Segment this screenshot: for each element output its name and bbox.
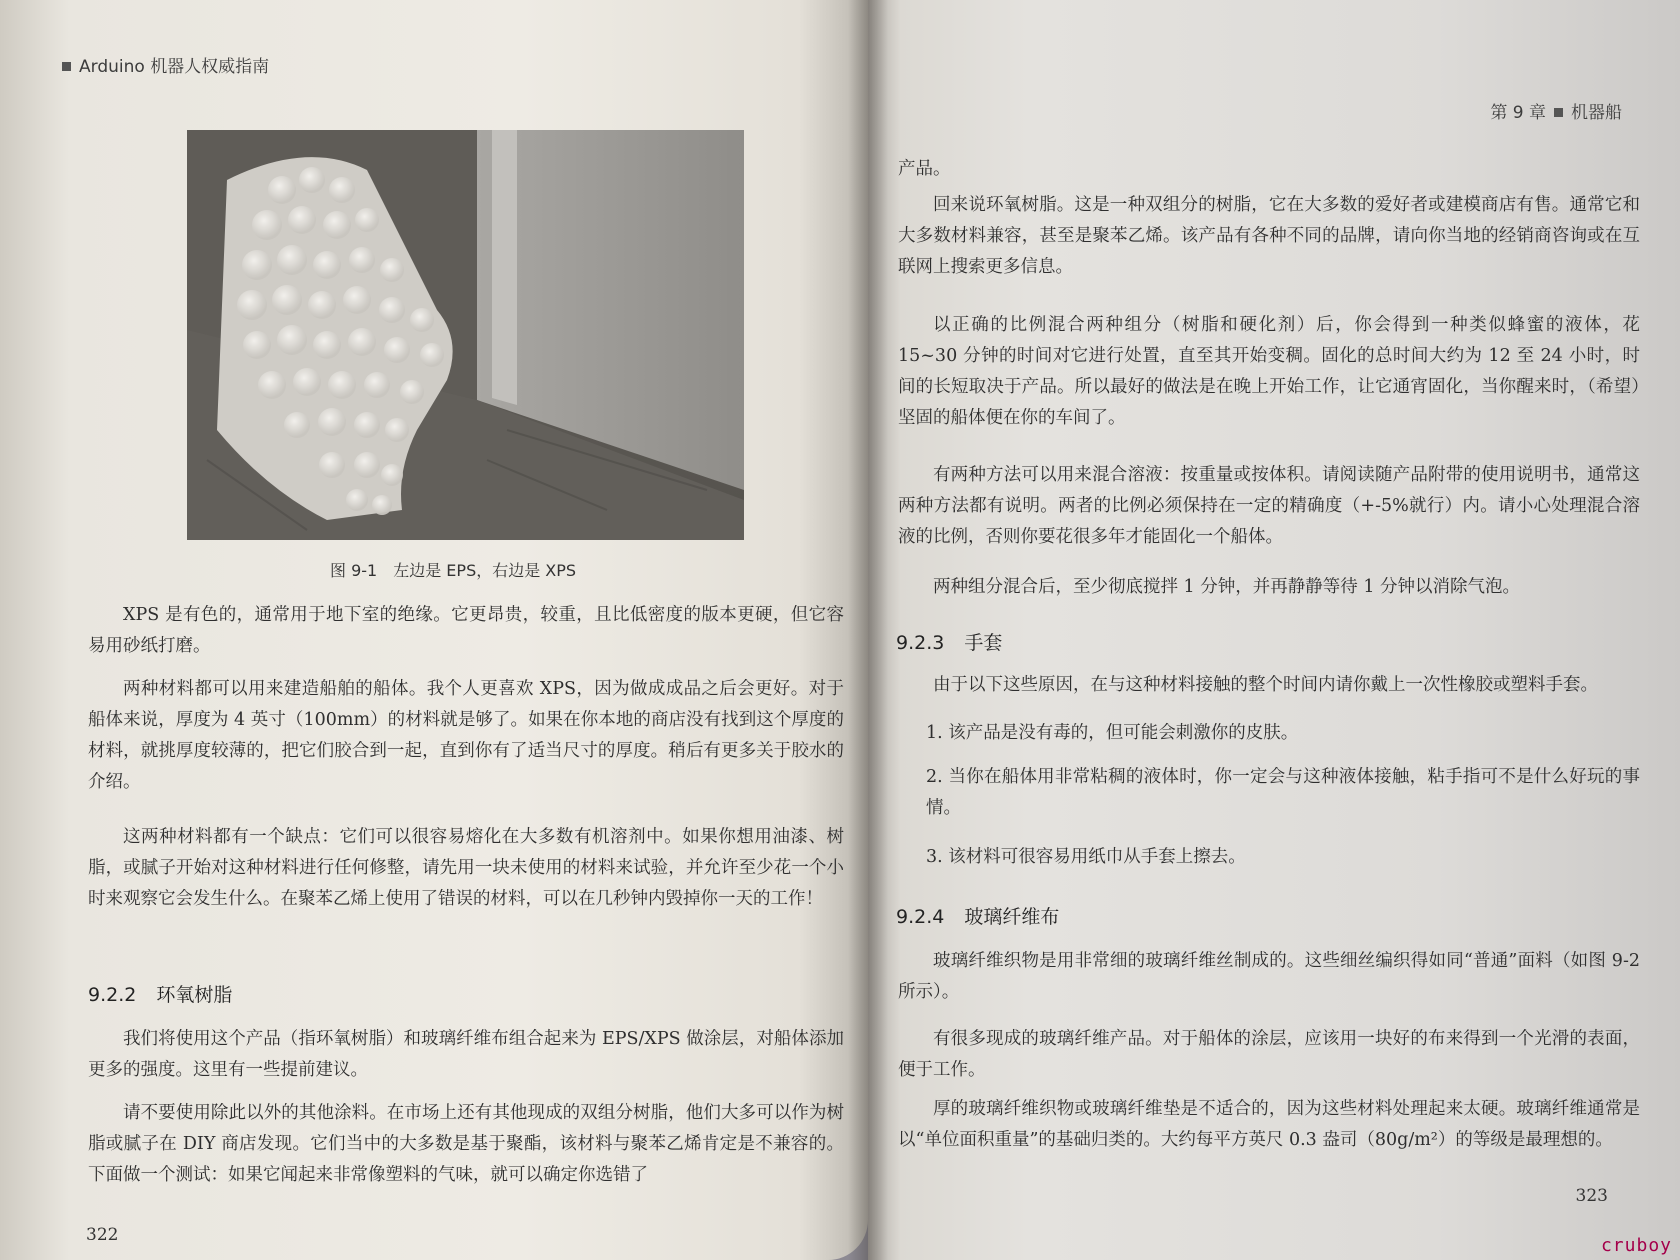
page-number-right: 323 — [1575, 1186, 1608, 1206]
header-square-icon — [1554, 108, 1563, 117]
section-heading-9-2-3 — [896, 628, 1002, 655]
section-heading-9-2-4 — [896, 902, 1059, 929]
section-title: 手套 — [964, 632, 1003, 654]
running-header-left — [62, 52, 269, 77]
paragraph-mixing-methods: 有两种方法可以用来混合溶液：按重量或按体积。请阅读随产品附带的使用说明书，通常这两种方法都有说明。两者的比例必须保持在一定的精确度（+-5%就行）内。请小心处理混合溶液的比例，否则你要花很多年才能固化一个船体。 — [898, 465, 1640, 547]
paragraph-epoxy-description: 回来说环氧树脂。这是一种双组分的树脂，它在大多数的爱好者或建模商店有售。通常它和大多数材料兼容，甚至是聚苯乙烯。该产品有各种不同的品牌，请向你当地的经销商咨询或在互联网上搜索更多信息。 — [898, 195, 1640, 277]
paragraph-fiberglass-weight: 厚的玻璃纤维织物或玻璃纤维垫是不适合的，因为这些材料处理起来太硬。玻璃纤维通常是以“单位面积重量”的基础归类的。大约每平方英尺 0.3 盎司（80g/m²）的等级是最理想的。 — [898, 1099, 1640, 1150]
paragraph-mixing-ratio: 以正确的比例混合两种组分（树脂和硬化剂）后，你会得到一种类似蜂蜜的液体，花 15~30 分钟的时间对它进行处置，直至其开始变稠。固化的总时间大约为 12 至 24 小时，时间的长短取决于产品。所以最好的做法是在晚上开始工作，让它通宵固化，当你醒来时，（希望）坚固的船体便在你的车间了。 — [898, 315, 1640, 428]
paragraph-hull-materials: 两种材料都可以用来建造船舶的船体。我个人更喜欢 XPS，因为做成成品之后会更好。对于船体来说，厚度为 4 英寸（100mm）的材料就是够了。如果在你本地的商店没有找到这个厚度的材料，就挑厚度较薄的，把它们胶合到一起，直到你有了适当尺寸的厚度。稍后有更多关于胶水的介绍。 — [88, 679, 844, 792]
header-square-icon — [62, 62, 71, 71]
paragraph-stirring: 两种组分混合后，至少彻底搅拌 1 分钟，并再静静等待 1 分钟以消除气泡。 — [933, 577, 1521, 597]
paragraph-epoxy-intro: 我们将使用这个产品（指环氧树脂）和玻璃纤维布组合起来为 EPS/XPS 做涂层，对船体添加更多的强度。这里有一些提前建议。 — [88, 1029, 844, 1080]
figure-caption: 图 9-1 左边是 EPS，右边是 XPS — [330, 561, 577, 580]
watermark: cruboy — [1600, 1235, 1672, 1256]
figure-9-1-photo — [187, 130, 744, 540]
paragraph-fiberglass-products: 有很多现成的玻璃纤维产品。对于船体的涂层，应该用一块好的布来得到一个光滑的表面，便于工作。 — [898, 1029, 1640, 1080]
page-number-left: 322 — [86, 1225, 119, 1245]
book-title: Arduino 机器人权威指南 — [79, 57, 270, 77]
right-page — [868, 0, 1680, 1260]
paragraph-fiberglass-fabric: 玻璃纤维织物是用非常细的玻璃纤维丝制成的。这些细丝编织得如同“普通”面料（如图 9-2 所示）。 — [898, 951, 1640, 1002]
section-title: 玻璃纤维布 — [964, 906, 1060, 928]
section-number: 9.2.3 — [896, 632, 945, 654]
paragraph-continuation: 产品。 — [898, 159, 951, 179]
paragraph-other-coatings: 请不要使用除此以外的其他涂料。在市场上还有其他现成的双组分树脂，他们大多可以作为树脂或腻子在 DIY 商店发现。它们当中的大多数是基于聚酯，该材料与聚苯乙烯肯定是不兼容的。下面做一个测试：如果它闻起来非常像塑料的气味，就可以确定你选错了 — [88, 1103, 844, 1185]
section-heading-9-2-2 — [88, 980, 232, 1007]
paragraph-xps: XPS 是有色的，通常用于地下室的绝缘。它更昂贵，较重，且比低密度的版本更硬，但它容易用砂纸打磨。 — [88, 605, 844, 656]
running-header-right — [1490, 98, 1622, 123]
section-title: 环氧树脂 — [156, 984, 233, 1006]
section-number: 9.2.4 — [896, 906, 945, 928]
section-number: 9.2.2 — [88, 984, 137, 1006]
list-item: 2. 当你在船体用非常粘稠的液体时，你一定会与这种液体接触，粘手指可不是什么好玩的事情。 — [926, 767, 1640, 818]
paragraph-solvent-warning: 这两种材料都有一个缺点：它们可以很容易熔化在大多数有机溶剂中。如果你想用油漆、树脂，或腻子开始对这种材料进行任何修整，请先用一块未使用的材料来试验，并允许至少花一个小时来观察它会发生什么。在聚苯乙烯上使用了错误的材料，可以在几秒钟内毁掉你一天的工作！ — [88, 827, 844, 909]
list-item: 3. 该材料可很容易用纸巾从手套上擦去。 — [926, 847, 1246, 867]
paragraph-gloves-intro: 由于以下这些原因，在与这种材料接触的整个时间内请你戴上一次性橡胶或塑料手套。 — [933, 675, 1598, 695]
chapter-label: 第 9 章 — [1490, 103, 1546, 123]
chapter-title: 机器船 — [1571, 103, 1622, 123]
list-item: 1. 该产品是没有毒的，但可能会刺激你的皮肤。 — [926, 723, 1299, 743]
eps-xps-photo-illustration — [187, 130, 744, 540]
